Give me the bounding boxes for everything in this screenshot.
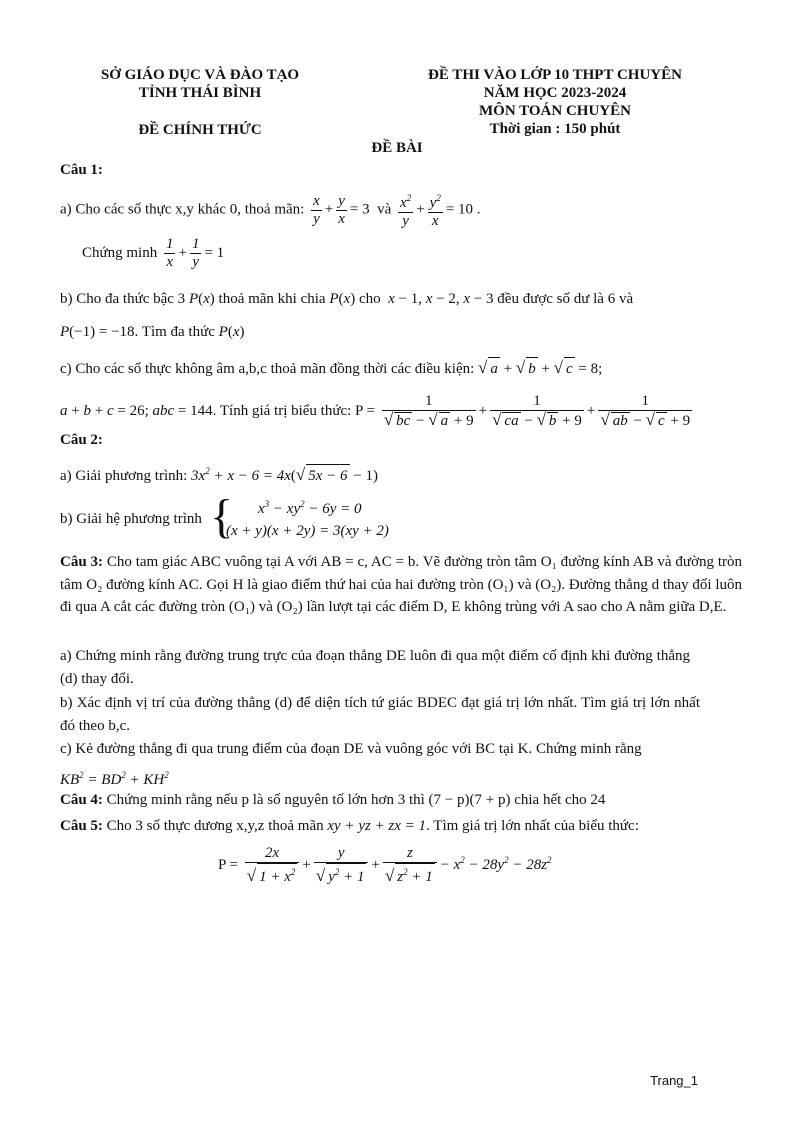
system-brace: { xyxy=(210,490,234,543)
q1-b-text1: b) Cho đa thức bậc 3 xyxy=(60,291,186,307)
q4-title: Câu 4: xyxy=(60,792,103,808)
q1-a-line: a) Cho các số thực x,y khác 0, thoả mãn: $\frac{x}{y}$ + $\frac{y}{x}$ = 3 và $\frac{x^2}{y}$ + $\frac{y^2}{x}$ = 10 . xyxy=(60,190,740,230)
q3-a: a) Chứng minh rằng đường trung trực của đoạn thẳng DE luôn đi qua một điểm cố định khi đường thẳng (d) thay đổi. xyxy=(60,648,690,687)
q1-b-text4: đều được số dư là 6 và xyxy=(497,291,634,307)
q1-a-and: và xyxy=(377,201,392,218)
frac-x2-over-y: $\frac{x^2}{y}$ xyxy=(398,190,413,230)
section-title: ĐỀ BÀI xyxy=(371,140,423,156)
q1-c-line1: c) Cho các số thực không âm a,b,c thoả mãn đồng thời các điều kiện: √ a + √ b + √ c = 8; xyxy=(60,357,740,380)
frac-y-over-x: $\frac{y}{x}$ xyxy=(338,192,345,227)
q1-c-line2: a + b + c = 26; abc = 144. Tính giá trị biểu thức: P = $\frac{1}{√ bc - √ a + 9}$ + $\frac{1}{√ ca - √ b + 9}$ + $\frac{1}{√ ab - √ c + 9}$ xyxy=(60,393,691,429)
q5-title: Câu 5: xyxy=(60,818,103,834)
page-number: Trang_1 xyxy=(650,1073,698,1088)
q2-a-line: a) Giải phương trình: $3x^2 + x - 6 = 4x(√$ 5x − 6 − 1) xyxy=(60,460,740,487)
q1-b-line1: b) Cho đa thức bậc 3 P(x) thoả mãn khi chia P(x) cho x − 1, x − 2, x − 3 đều được số dư là 6 và xyxy=(60,291,634,307)
frac-2x: $\frac{2x}{√ 1 + x^2}$ xyxy=(245,845,300,886)
subject: MÔN TOÁN CHUYÊN xyxy=(479,103,631,119)
frac-y2-over-x: $\frac{y^2}{x}$ xyxy=(428,190,443,230)
q1-b-text2: thoả mãn khi chia xyxy=(218,291,326,307)
system-eq1: $x^3 - xy^2 - 6y = 0$ xyxy=(258,499,362,517)
q5-text2: . Tìm giá trị lớn nhất của biểu thức: xyxy=(426,818,639,834)
q1-b-text3: cho xyxy=(358,291,381,307)
school-year: NĂM HỌC 2023-2024 xyxy=(483,85,627,101)
dept-name: SỞ GIÁO DỤC VÀ ĐÀO TẠO xyxy=(100,67,300,83)
exam-title: ĐỀ THI VÀO LỚP 10 THPT CHUYÊN xyxy=(428,67,682,83)
q1-b-text5: . Tìm đa thức xyxy=(134,324,215,340)
q1-c-text2: . Tính giá trị biểu thức: P = xyxy=(212,402,376,419)
frac-1-over-x: $\frac{1}{x}$ xyxy=(165,236,174,270)
q2-a-text: a) Giải phương trình: xyxy=(60,468,188,484)
q1-a-prove-line: Chứng minh $\frac{1}{x}$ + $\frac{1}{y}$ = 1 xyxy=(82,236,225,270)
q2-b-text: b) Giải hệ phương trình xyxy=(60,511,202,527)
q1-a-text: a) Cho các số thực x,y khác 0, thoả mãn: xyxy=(60,201,305,218)
q1-a-prove: Chứng minh xyxy=(82,244,158,261)
frac-1-over-y: $\frac{1}{y}$ xyxy=(191,236,200,270)
q3-b: b) Xác định vị trí của đường thẳng (d) để diện tích tứ giác BDEC đạt giá trị lớn nhất. Tìm giá trị lớn nhất đó theo b,c. xyxy=(60,695,700,734)
q4-text: Chứng minh rằng nếu p là số nguyên tố lớn hơn 3 thì (7 − p)(7 + p) chia hết cho 24 xyxy=(102,792,606,808)
q3-title: Câu 3: xyxy=(60,554,104,570)
official-label: ĐỀ CHÍNH THỨC xyxy=(138,122,262,138)
q5-line: Câu 5: Cho 3 số thực dương x,y,z thoả mãn xy + yz + zx = 1. Tìm giá trị lớn nhất của biểu thức: xyxy=(60,818,639,834)
system-eq2: (x + y)(x + 2y) = 3(xy + 2) xyxy=(226,523,389,539)
province-name: TỈNH THÁI BÌNH xyxy=(138,85,262,101)
q3-c: c) Kẻ đường thẳng đi qua trung điểm của đoạn DE và vuông góc với BC tại K. Chứng minh rằng xyxy=(60,741,642,757)
q3-intro xyxy=(60,551,742,619)
q2-title: Câu 2: xyxy=(60,432,103,448)
frac-z: $\frac{z}{√ z^2 + 1}$ xyxy=(383,845,437,886)
q1-title: Câu 1: xyxy=(60,162,103,178)
q1-c-text1: c) Cho các số thực không âm a,b,c thoả mãn đồng thời các điều kiện: xyxy=(60,361,475,377)
q5-text1: Cho 3 số thực dương x,y,z thoả mãn xyxy=(102,818,324,834)
q2-b-block xyxy=(60,490,740,547)
frac-p-term2: $\frac{1}{√ ca - √ b + 9}$ xyxy=(492,393,582,429)
frac-p-term3: $\frac{1}{√ ab - √ c + 9}$ xyxy=(600,393,691,429)
q3-intro-text: Cho tam giác ABC vuông tại A với AB = c, AC = b. Vẽ đường tròn tâm O₁ đường kính AB và đường tròn tâm O₂ đường kính AC. Gọi H là giao điểm thứ hai của hai đường tròn (O₁) và (O₂). Đường thẳng d thay đổi luôn đi qua A cắt các đường tròn (O₁) và (O₂) lần lượt tại các điểm D, E không trùng với A sao cho A nằm giữa D,E. xyxy=(60,554,743,615)
q4 xyxy=(60,789,740,811)
duration: Thời gian : 150 phút xyxy=(489,121,621,137)
q3-c-formula: $KB^2 = BD^2 + KH^2$ xyxy=(60,770,169,788)
q5-expression: P = $\frac{2x}{√ 1 + x^2}$ + $\frac{y}{√ y^2 + 1}$ + $\frac{z}{√ z^2 + 1}$ − $x^2 - 28y^2 - 28z^2$ xyxy=(218,845,552,885)
frac-p-term1: $\frac{1}{√ bc - √ a + 9}$ xyxy=(383,393,474,429)
frac-y: $\frac{y}{√ y^2 + 1}$ xyxy=(314,845,369,886)
q1-b-line2: P(−1) = −18. Tìm đa thức P(x) xyxy=(60,324,245,340)
q5-p-label: P = xyxy=(218,856,238,873)
frac-x-over-y: $\frac{x}{y}$ xyxy=(313,192,320,227)
